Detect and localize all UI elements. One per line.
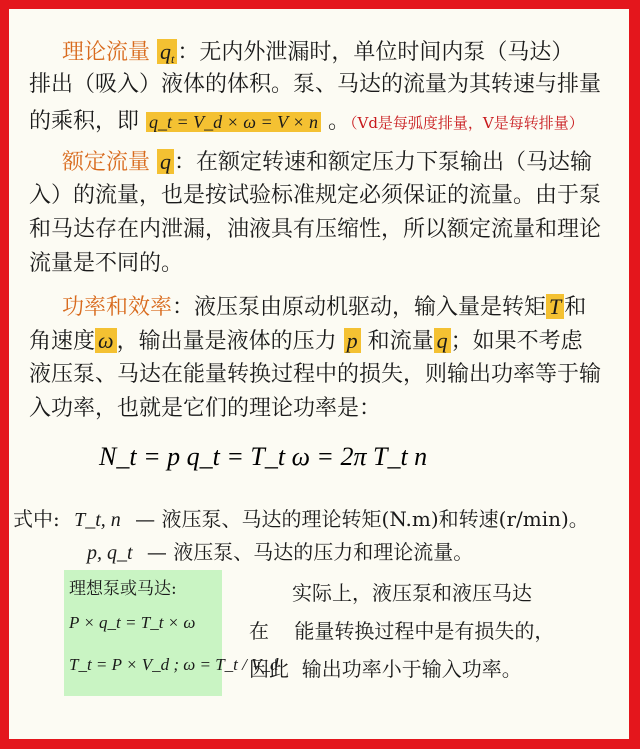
- legend-symbols-1: T_t, n: [74, 509, 121, 531]
- rated-line-1: [62, 147, 592, 178]
- ideal-box-title: 理想泵或马达:: [69, 579, 177, 599]
- legend-text-1: — 液压泵、马达的理论转矩(N.m)和转速(r/min)。: [135, 507, 589, 531]
- ideal-pump-box: [64, 570, 279, 696]
- omega-symbol: ω: [95, 328, 117, 353]
- theory-definition-3: 的乘积，即: [29, 109, 140, 134]
- actual-line-1: 实际上，液压泵和液压马达: [292, 581, 532, 605]
- actual-line-3: 因此 输出功率小于输入功率。: [249, 657, 522, 681]
- rated-symbol: q: [157, 149, 174, 174]
- power-term: 功率和效率: [62, 295, 173, 320]
- rated-line-4: 流量是不同的。: [29, 251, 184, 276]
- theory-line-2: [29, 70, 601, 100]
- power-line-1: 功率和效率：液压泵由原动机驱动，输入量是转矩 T 和: [62, 294, 587, 320]
- legend-text-2: — 液压泵、马达的压力和理论流量。: [146, 540, 474, 564]
- theory-line-1: [62, 37, 573, 74]
- theory-note: （Vd是每弧度排量，V是每转排量）: [350, 114, 584, 132]
- legend-prefix: 式中:: [13, 507, 60, 531]
- theoretical-power-formula: N_t = p q_t = T_t ω = 2π T_t n: [99, 442, 428, 471]
- theory-term: 理论流量: [62, 40, 151, 65]
- pressure-symbol: p: [344, 328, 361, 353]
- power-line-3: 液压泵、马达在能量转换过程中的损失，则输出功率等于输: [29, 362, 602, 387]
- ideal-box-eq1: P × q_t = T_t × ω: [69, 613, 196, 632]
- legend-symbols-2: p, q_t: [87, 542, 133, 564]
- power-line-4: 入功率，也就是它们的理论功率是：: [29, 396, 382, 421]
- document-page: [9, 9, 629, 739]
- theory-line-3: 的乘积，即 q_t = V_d × ω = V × n 。（Vd是每弧度排量，V是每转排量）: [29, 109, 584, 134]
- flow-symbol: q: [434, 328, 451, 353]
- theory-definition-1: ：无内外泄漏时，单位时间内泵（马达）: [177, 40, 574, 65]
- torque-symbol: T: [546, 294, 564, 319]
- legend-row-1: [13, 504, 589, 535]
- power-line-2: 角速度 ω ，输出量是液体的压力 p 和流量 q ；如果不考虑: [29, 328, 583, 354]
- legend-row-2: [87, 537, 473, 568]
- theory-symbol: $q_t$: [157, 39, 177, 64]
- actual-line-2: 在 能量转换过程中是有损失的，: [249, 619, 555, 643]
- rated-definition-1: ：在额定转速和额定压力下泵输出（马达输: [174, 150, 593, 175]
- rated-term: 额定流量: [62, 150, 151, 175]
- ideal-box-eq2: T_t = P × V_d ; ω = T_t / V_d: [69, 655, 279, 674]
- rated-line-3: 和马达存在内泄漏，油液具有压缩性，所以额定流量和理论: [29, 217, 602, 242]
- theory-definition-2: 排出（吸入）液体的体积。泵、马达的流量为其转速与排量: [29, 72, 602, 97]
- theory-flow-formula: q_t = V_d × ω = V × n: [146, 112, 321, 132]
- rated-line-2: 入）的流量，也是按试验标准规定必须保证的流量。由于泵: [29, 183, 602, 208]
